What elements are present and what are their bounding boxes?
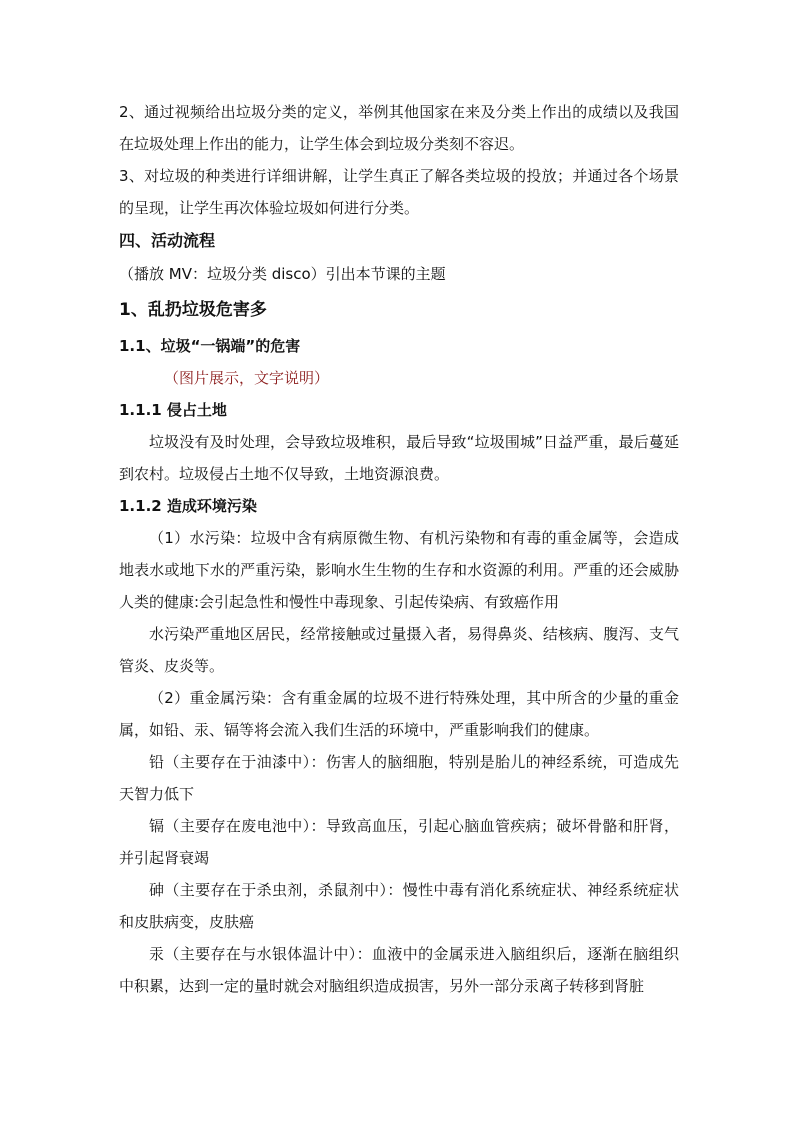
note-line: （图片展示，文字说明） (164, 369, 330, 387)
paragraph-goal-3: 3、对垃圾的种类进行详细讲解，让学生真正了解各类垃圾的投放；并通过各个场景的呈现，让学生再次体验垃圾如何进行分类。 (119, 167, 679, 217)
paragraph-metal: （2）重金属污染：含有重金属的垃圾不进行特殊处理，其中所含的少量的重金属，如铅、汞、镉等将会流入我们生活的环境中，严重影响我们的健康。 (119, 689, 679, 739)
heading-1: 1、乱扔垃圾危害多 (119, 300, 267, 320)
paragraph-land: 垃圾没有及时处理，会导致垃圾堆积，最后导致“垃圾围城”日益严重，最后蔓延到农村。垃圾侵占土地不仅导致，土地资源浪费。 (119, 433, 679, 483)
document-page (119, 96, 679, 1002)
intro-line: （播放 MV：垃圾分类 disco）引出本节课的主题 (119, 265, 446, 283)
heading-1-1-2: 1.1.2 造成环境污染 (119, 497, 257, 515)
paragraph-goal-2: 2、通过视频给出垃圾分类的定义，举例其他国家在来及分类上作出的成绩以及我国在垃圾处理上作出的能力，让学生体会到垃圾分类刻不容迟。 (119, 103, 679, 153)
heading-1-1: 1.1、垃圾“一锅端”的危害 (119, 337, 301, 355)
paragraph-cadmium: 镉（主要存在废电池中）：导致高血压，引起心脑血管疾病；破坏骨骼和肝肾，并引起肾衰竭 (119, 817, 679, 867)
paragraph-arsenic: 砷（主要存在于杀虫剂，杀鼠剂中）：慢性中毒有消化系统症状、神经系统症状和皮肤病变，皮肤癌 (119, 881, 679, 931)
paragraph-lead: 铅（主要存在于油漆中）：伤害人的脑细胞，特别是胎儿的神经系统，可造成先天智力低下 (119, 753, 679, 803)
section-title-activity-flow: 四、活动流程 (119, 231, 216, 250)
paragraph-water-2: 水污染严重地区居民，经常接触或过量摄入者，易得鼻炎、结核病、腹泻、支气管炎、皮炎等。 (119, 625, 679, 675)
heading-1-1-1: 1.1.1 侵占土地 (119, 401, 227, 419)
paragraph-water: （1）水污染：垃圾中含有病原微生物、有机污染物和有毒的重金属等，会造成地表水或地下水的严重污染，影响水生生物的生存和水资源的利用。严重的还会威胁人类的健康:会引起急性和慢性中毒现象、引起传染病、有致癌作用 (119, 529, 679, 611)
paragraph-mercury: 汞（主要存在与水银体温计中）：血液中的金属汞进入脑组织后，逐渐在脑组织中积累，达到一定的量时就会对脑组织造成损害，另外一部分汞离子转移到肾脏 (119, 945, 679, 995)
